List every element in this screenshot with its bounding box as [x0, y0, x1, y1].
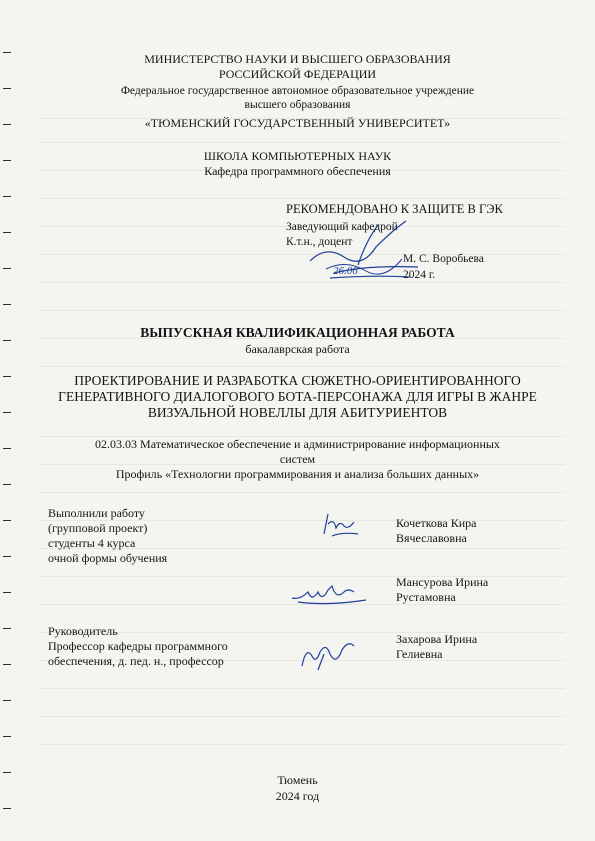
- approval-year: 2024 г.: [403, 269, 436, 281]
- supervisor-label: [48, 624, 228, 669]
- authors-label: [48, 506, 167, 566]
- approval-title: РЕКОМЕНДОВАНО К ЗАЩИТЕ В ГЭК: [286, 202, 503, 216]
- binding-marks: [0, 0, 14, 841]
- authors-label-line-1: Выполнили работу: [48, 506, 145, 520]
- department-name: Кафедра программного обеспечения: [204, 164, 391, 178]
- student-2-name-line-2: Рустамовна: [396, 590, 456, 604]
- profile: Профиль «Технологии программирования и анализа больших данных»: [115, 467, 480, 481]
- work-type: ВЫПУСКНАЯ КВАЛИФИКАЦИОННАЯ РАБОТА: [140, 325, 455, 340]
- year: 2024 год: [275, 789, 320, 803]
- school-name: ШКОЛА КОМПЬЮТЕРНЫХ НАУК: [203, 149, 392, 163]
- authors-label-line-3: студенты 4 курса: [48, 536, 136, 550]
- supervisor-name-line-2: Гелиевна: [396, 647, 443, 661]
- supervisor-label-line-3: обеспечения, д. пед. н., профессор: [48, 654, 224, 668]
- ministry-line-1: МИНИСТЕРСТВО НАУКИ И ВЫСШЕГО ОБРАЗОВАНИЯ: [144, 52, 451, 66]
- university-name: «ТЮМЕНСКИЙ ГОСУДАРСТВЕННЫЙ УНИВЕРСИТЕТ»: [144, 116, 451, 130]
- work-title: [20, 373, 575, 421]
- student-1-signature: [318, 510, 364, 540]
- student-1-name-line-1: Кочеткова Кира: [396, 516, 477, 530]
- head-of-department-signature: [306, 215, 426, 281]
- supervisor-signature: [298, 636, 360, 676]
- institution-line-1: Федеральное государственное автономное образовательное учреждение: [120, 85, 475, 97]
- ministry-heading: [20, 52, 575, 82]
- ministry-line-2: РОССИЙСКОЙ ФЕДЕРАЦИИ: [218, 67, 377, 81]
- institution-line-2: высшего образования: [244, 99, 351, 111]
- institution-heading: [20, 84, 575, 112]
- specialty-line-2: систем: [279, 452, 316, 466]
- city: Тюмень: [277, 773, 318, 787]
- approval-date-handwritten: 26.06: [333, 265, 358, 277]
- student-2-signature: [288, 578, 370, 608]
- authors-label-line-4: очной формы обучения: [48, 551, 168, 565]
- specialty-line-1: 02.03.03 Математическое обеспечение и администрирование информационных: [95, 437, 500, 451]
- supervisor-label-line-1: Руководитель: [48, 624, 118, 638]
- approval-name: М. С. Воробьева: [403, 253, 484, 265]
- work-title-line-1: ПРОЕКТИРОВАНИЕ И РАЗРАБОТКА СЮЖЕТНО-ОРИЕНТИРОВАННОГО: [74, 373, 521, 388]
- student-2-name: [396, 575, 488, 605]
- student-2-name-line-1: Мансурова Ирина: [396, 575, 489, 589]
- work-level: бакалаврская работа: [245, 342, 350, 356]
- authors-label-line-2: (групповой проект): [48, 521, 148, 535]
- supervisor-name-line-1: Захарова Ирина: [396, 632, 478, 646]
- specialty: [20, 437, 575, 467]
- supervisor-label-line-2: Профессор кафедры программного: [48, 639, 228, 653]
- supervisor-name: [396, 632, 477, 662]
- work-title-line-3: ВИЗУАЛЬНОЙ НОВЕЛЛЫ ДЛЯ АБИТУРИЕНТОВ: [147, 405, 448, 420]
- work-title-line-2: ГЕНЕРАТИВНОГО ДИАЛОГОВОГО БОТА-ПЕРСОНАЖА ДЛЯ ИГРЫ В ЖАНРЕ: [58, 389, 537, 404]
- student-1-name-line-2: Вячеславовна: [396, 531, 467, 545]
- approval-role: Заведующий кафедрой: [286, 221, 398, 233]
- approval-degree: К.т.н., доцент: [286, 236, 353, 248]
- student-1-name: [396, 516, 477, 546]
